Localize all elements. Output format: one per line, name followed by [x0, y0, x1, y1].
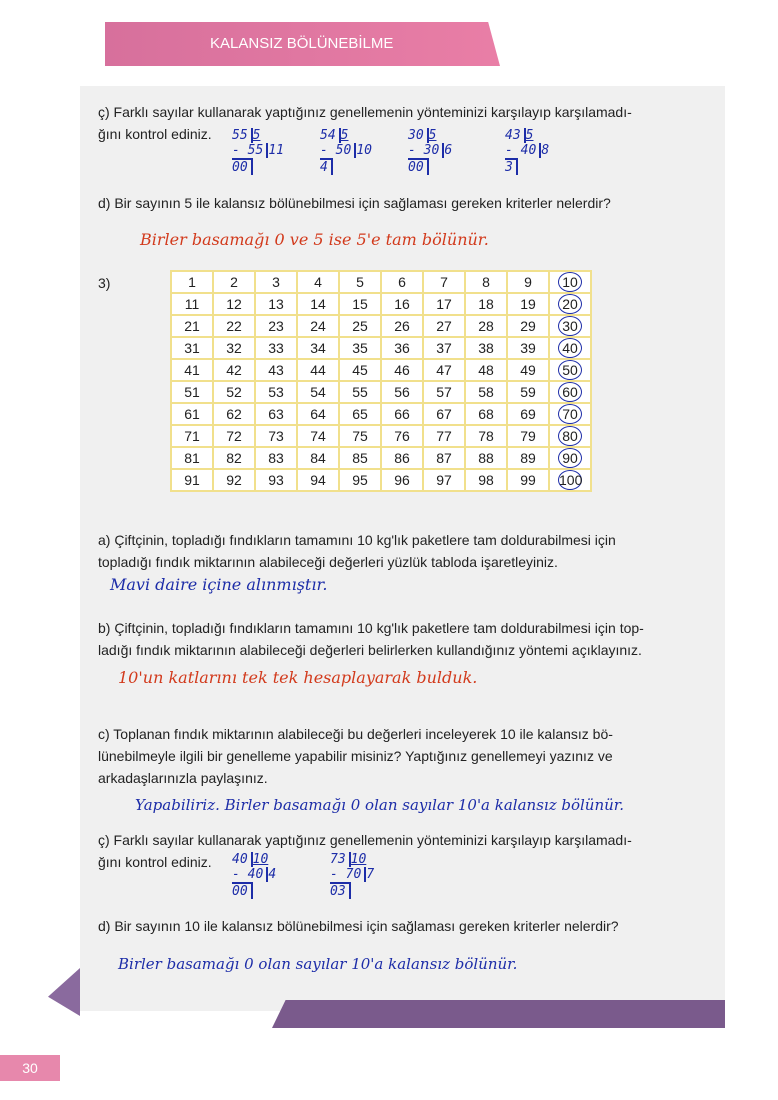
cell-number: 98 [478, 472, 494, 488]
chart-cell [255, 425, 297, 447]
decor-left [48, 968, 80, 1016]
chart-cell [297, 271, 339, 293]
question-number: 3) [98, 275, 111, 291]
chart-row [171, 425, 591, 447]
chart-cell [549, 293, 591, 315]
chart-row [171, 403, 591, 425]
chart-cell [213, 271, 255, 293]
cell-number: 12 [226, 296, 242, 312]
cell-number: 61 [184, 406, 200, 422]
cell-number: 16 [394, 296, 410, 312]
divisor: 10 [350, 852, 367, 867]
handwritten-answer: Mavi daire içine alınmıştır. [110, 575, 328, 594]
cell-number: 21 [184, 318, 200, 334]
chart-cell [507, 469, 549, 491]
cell-number: 65 [352, 406, 368, 422]
cell-number: 4 [314, 274, 322, 290]
cell-number: 79 [520, 428, 536, 444]
chart-cell [171, 381, 213, 403]
chart-cell [213, 469, 255, 491]
chart-cell [339, 469, 381, 491]
cell-number: 93 [268, 472, 284, 488]
chart-cell [507, 271, 549, 293]
chart-cell [381, 359, 423, 381]
chart-row [171, 337, 591, 359]
question-text: c) Toplanan fındık miktarının alabileceği bu değerleri inceleyerek 10 ile kalansız bö- [98, 726, 613, 742]
chart-cell [423, 447, 465, 469]
quotient: 11 [268, 143, 284, 158]
cell-number: 56 [394, 384, 410, 400]
chart-cell [171, 359, 213, 381]
chart-cell [549, 315, 591, 337]
dividend: 73 [330, 852, 351, 867]
cell-number: 73 [268, 428, 284, 444]
chart-cell [297, 337, 339, 359]
cell-number: 41 [184, 362, 200, 378]
chart-cell [381, 403, 423, 425]
chart-cell [465, 469, 507, 491]
cell-number: 8 [482, 274, 490, 290]
circled-number: 20 [558, 294, 582, 314]
chart-cell [297, 425, 339, 447]
handwritten-answer: Yapabiliriz. Birler basamağı 0 olan sayılar 10'a kalansız bölünür. [135, 796, 625, 814]
chart-cell [549, 447, 591, 469]
cell-number: 38 [478, 340, 494, 356]
subtrahend: - 50 [320, 143, 356, 158]
chart-cell [549, 337, 591, 359]
handwritten-division [408, 128, 452, 175]
chart-cell [423, 469, 465, 491]
quotient: 10 [356, 143, 372, 158]
chart-cell [213, 315, 255, 337]
question-text: d) Bir sayının 5 ile kalansız bölünebilmesi için sağlaması gereken kriterler nelerdir? [98, 195, 611, 211]
chart-cell [297, 469, 339, 491]
cell-number: 88 [478, 450, 494, 466]
divisor: 5 [428, 128, 437, 143]
chart-cell [381, 469, 423, 491]
cell-number: 72 [226, 428, 242, 444]
remainder: 3 [505, 158, 518, 175]
circled-number: 90 [558, 448, 582, 468]
chart-row [171, 381, 591, 403]
chart-row [171, 271, 591, 293]
cell-number: 9 [524, 274, 532, 290]
chart-row [171, 315, 591, 337]
chart-cell [423, 271, 465, 293]
chart-cell [171, 447, 213, 469]
chart-cell [549, 381, 591, 403]
cell-number: 23 [268, 318, 284, 334]
chart-cell [213, 337, 255, 359]
question-text: b) Çiftçinin, topladığı fındıkların tamamını 10 kg'lık paketlere tam doldurabilmesi için top- [98, 620, 644, 636]
cell-number: 39 [520, 340, 536, 356]
cell-number: 29 [520, 318, 536, 334]
cell-number: 37 [436, 340, 452, 356]
chart-cell [507, 381, 549, 403]
circled-number: 50 [558, 360, 582, 380]
chart-cell [549, 359, 591, 381]
dividend: 30 [408, 128, 429, 143]
chart-cell [255, 337, 297, 359]
divisor: 10 [252, 852, 269, 867]
subtrahend: - 70 [330, 867, 366, 882]
cell-number: 78 [478, 428, 494, 444]
cell-number: 14 [310, 296, 326, 312]
cell-number: 54 [310, 384, 326, 400]
subtrahend: - 40 [505, 143, 541, 158]
cell-number: 89 [520, 450, 536, 466]
cell-number: 34 [310, 340, 326, 356]
cell-number: 48 [478, 362, 494, 378]
chart-row [171, 359, 591, 381]
circled-number: 80 [558, 426, 582, 446]
chart-cell [213, 381, 255, 403]
circled-number: 70 [558, 404, 582, 424]
divisor: 5 [340, 128, 349, 143]
chart-cell [549, 425, 591, 447]
cell-number: 44 [310, 362, 326, 378]
cell-number: 57 [436, 384, 452, 400]
handwritten-division [232, 852, 276, 899]
cell-number: 71 [184, 428, 200, 444]
cell-number: 77 [436, 428, 452, 444]
chart-cell [297, 447, 339, 469]
chart-cell [465, 293, 507, 315]
chart-cell [339, 381, 381, 403]
cell-number: 87 [436, 450, 452, 466]
question-text: arkadaşlarınızla paylaşınız. [98, 770, 268, 786]
chart-cell [381, 381, 423, 403]
chart-cell [213, 403, 255, 425]
cell-number: 35 [352, 340, 368, 356]
question-text: ğını kontrol ediniz. [98, 854, 212, 870]
chapter-title: KALANSIZ BÖLÜNEBİLME [210, 35, 394, 52]
cell-number: 67 [436, 406, 452, 422]
question-text: topladığı fındık miktarının alabileceği değerleri yüzlük tabloda işaretleyiniz. [98, 554, 558, 570]
cell-number: 52 [226, 384, 242, 400]
chart-cell [465, 359, 507, 381]
cell-number: 11 [184, 296, 200, 312]
chart-cell [171, 469, 213, 491]
dividend: 55 [232, 128, 253, 143]
chart-cell [381, 337, 423, 359]
chart-cell [465, 381, 507, 403]
cell-number: 82 [226, 450, 242, 466]
chart-cell [549, 403, 591, 425]
question-text: ğını kontrol ediniz. [98, 126, 212, 142]
chart-cell [255, 293, 297, 315]
hundred-chart [170, 270, 592, 492]
cell-number: 69 [520, 406, 536, 422]
cell-number: 18 [478, 296, 494, 312]
cell-number: 45 [352, 362, 368, 378]
chart-cell [171, 315, 213, 337]
chart-cell [465, 425, 507, 447]
question-text: ç) Farklı sayılar kullanarak yaptığınız genellemenin yönteminizi karşılayıp karşılamadı- [98, 832, 632, 848]
question-text: lünebilmeyle ilgili bir genelleme yapabilir misiniz? Yaptığınız genellemeyi yazınız ve [98, 748, 613, 764]
circled-number: 100 [559, 472, 583, 488]
cell-number: 96 [394, 472, 410, 488]
question-text: ladığı fındık miktarının alabileceği değerleri belirlerken kullandığınız yöntemi açıklayınız. [98, 642, 642, 658]
chart-cell [381, 293, 423, 315]
cell-number: 84 [310, 450, 326, 466]
cell-number: 42 [226, 362, 242, 378]
chart-cell [255, 447, 297, 469]
cell-number: 47 [436, 362, 452, 378]
cell-number: 43 [268, 362, 284, 378]
chart-cell [213, 359, 255, 381]
chart-cell [255, 381, 297, 403]
cell-number: 62 [226, 406, 242, 422]
remainder: 00 [232, 158, 253, 175]
cell-number: 55 [352, 384, 368, 400]
cell-number: 81 [184, 450, 200, 466]
cell-number: 24 [310, 318, 326, 334]
remainder: 4 [320, 158, 333, 175]
chart-cell [339, 337, 381, 359]
cell-number: 6 [398, 274, 406, 290]
cell-number: 1 [188, 274, 196, 290]
chart-cell [423, 403, 465, 425]
chart-cell [381, 447, 423, 469]
cell-number: 26 [394, 318, 410, 334]
chart-cell [507, 447, 549, 469]
cell-number: 51 [184, 384, 200, 400]
chart-cell [339, 403, 381, 425]
cell-number: 95 [352, 472, 368, 488]
cell-number: 85 [352, 450, 368, 466]
cell-number: 28 [478, 318, 494, 334]
cell-number: 92 [226, 472, 242, 488]
cell-number: 31 [184, 340, 200, 356]
chart-cell [549, 271, 591, 293]
chart-cell [507, 403, 549, 425]
cell-number: 22 [226, 318, 242, 334]
chart-cell [381, 315, 423, 337]
cell-number: 75 [352, 428, 368, 444]
cell-number: 49 [520, 362, 536, 378]
cell-number: 68 [478, 406, 494, 422]
cell-number: 66 [394, 406, 410, 422]
remainder: 03 [330, 882, 351, 899]
cell-number: 94 [310, 472, 326, 488]
chart-cell [549, 469, 591, 491]
cell-number: 13 [268, 296, 284, 312]
chart-cell [339, 425, 381, 447]
quotient: 8 [541, 143, 550, 158]
chart-cell [255, 403, 297, 425]
handwritten-division [232, 128, 284, 175]
subtrahend: - 55 [232, 143, 268, 158]
chart-cell [255, 315, 297, 337]
cell-number: 86 [394, 450, 410, 466]
cell-number: 7 [440, 274, 448, 290]
chart-row [171, 293, 591, 315]
chart-cell [213, 447, 255, 469]
cell-number: 3 [272, 274, 280, 290]
handwritten-division [320, 128, 372, 175]
chart-cell [423, 315, 465, 337]
cell-number: 25 [352, 318, 368, 334]
chart-cell [339, 359, 381, 381]
chart-cell [297, 359, 339, 381]
cell-number: 64 [310, 406, 326, 422]
page-number: 30 [0, 1055, 60, 1081]
chart-cell [171, 293, 213, 315]
chart-cell [213, 293, 255, 315]
question-text: ç) Farklı sayılar kullanarak yaptığınız genellemenin yönteminizi karşılayıp karşılamadı- [98, 104, 632, 120]
chart-cell [423, 293, 465, 315]
chart-cell [297, 403, 339, 425]
question-text: a) Çiftçinin, topladığı fındıkların tamamını 10 kg'lık paketlere tam doldurabilmesi için [98, 532, 616, 548]
divisor: 5 [252, 128, 261, 143]
circled-number: 40 [558, 338, 582, 358]
cell-number: 53 [268, 384, 284, 400]
chart-row [171, 469, 591, 491]
dividend: 43 [505, 128, 526, 143]
chart-cell [339, 271, 381, 293]
divisor: 5 [525, 128, 534, 143]
subtrahend: - 40 [232, 867, 268, 882]
cell-number: 19 [520, 296, 536, 312]
chart-cell [255, 271, 297, 293]
dividend: 54 [320, 128, 341, 143]
chart-cell [465, 271, 507, 293]
decor-bottom [272, 1000, 725, 1028]
handwritten-division [505, 128, 549, 175]
circled-number: 10 [558, 272, 582, 292]
chart-cell [507, 293, 549, 315]
circled-number: 60 [558, 382, 582, 402]
chart-cell [507, 337, 549, 359]
cell-number: 36 [394, 340, 410, 356]
chart-cell [465, 315, 507, 337]
cell-number: 27 [436, 318, 452, 334]
cell-number: 58 [478, 384, 494, 400]
chart-cell [171, 403, 213, 425]
cell-number: 74 [310, 428, 326, 444]
chart-cell [339, 293, 381, 315]
chart-cell [507, 425, 549, 447]
cell-number: 2 [230, 274, 238, 290]
question-text: d) Bir sayının 10 ile kalansız bölünebilmesi için sağlaması gereken kriterler nelerdir? [98, 918, 619, 934]
chart-cell [507, 359, 549, 381]
chart-cell [423, 337, 465, 359]
cell-number: 46 [394, 362, 410, 378]
cell-number: 99 [520, 472, 536, 488]
cell-number: 17 [436, 296, 452, 312]
cell-number: 83 [268, 450, 284, 466]
chart-cell [339, 315, 381, 337]
chart-cell [507, 315, 549, 337]
chart-cell [465, 337, 507, 359]
chart-cell [423, 381, 465, 403]
chart-cell [171, 425, 213, 447]
circled-number: 30 [558, 316, 582, 336]
chart-cell [465, 403, 507, 425]
chart-cell [213, 425, 255, 447]
chart-cell [171, 337, 213, 359]
quotient: 4 [268, 867, 277, 882]
chart-cell [255, 469, 297, 491]
remainder: 00 [408, 158, 429, 175]
chart-cell [297, 315, 339, 337]
cell-number: 63 [268, 406, 284, 422]
cell-number: 91 [184, 472, 200, 488]
handwritten-answer: Birler basamağı 0 olan sayılar 10'a kalansız bölünür. [118, 955, 518, 973]
chart-cell [297, 293, 339, 315]
chart-row [171, 447, 591, 469]
remainder: 00 [232, 882, 253, 899]
chart-cell [297, 381, 339, 403]
chart-cell [339, 447, 381, 469]
subtrahend: - 30 [408, 143, 444, 158]
chart-cell [465, 447, 507, 469]
chart-cell [423, 359, 465, 381]
cell-number: 5 [356, 274, 364, 290]
chart-cell [381, 425, 423, 447]
chart-cell [171, 271, 213, 293]
cell-number: 15 [352, 296, 368, 312]
chart-cell [255, 359, 297, 381]
handwritten-answer: 10'un katlarını tek tek hesaplayarak bulduk. [118, 668, 478, 687]
quotient: 6 [444, 143, 453, 158]
handwritten-answer: Birler basamağı 0 ve 5 ise 5'e tam bölünür. [140, 230, 489, 249]
cell-number: 59 [520, 384, 536, 400]
handwritten-division [330, 852, 374, 899]
chart-cell [381, 271, 423, 293]
cell-number: 76 [394, 428, 410, 444]
cell-number: 32 [226, 340, 242, 356]
dividend: 40 [232, 852, 253, 867]
chart-cell [423, 425, 465, 447]
cell-number: 33 [268, 340, 284, 356]
quotient: 7 [366, 867, 375, 882]
cell-number: 97 [436, 472, 452, 488]
